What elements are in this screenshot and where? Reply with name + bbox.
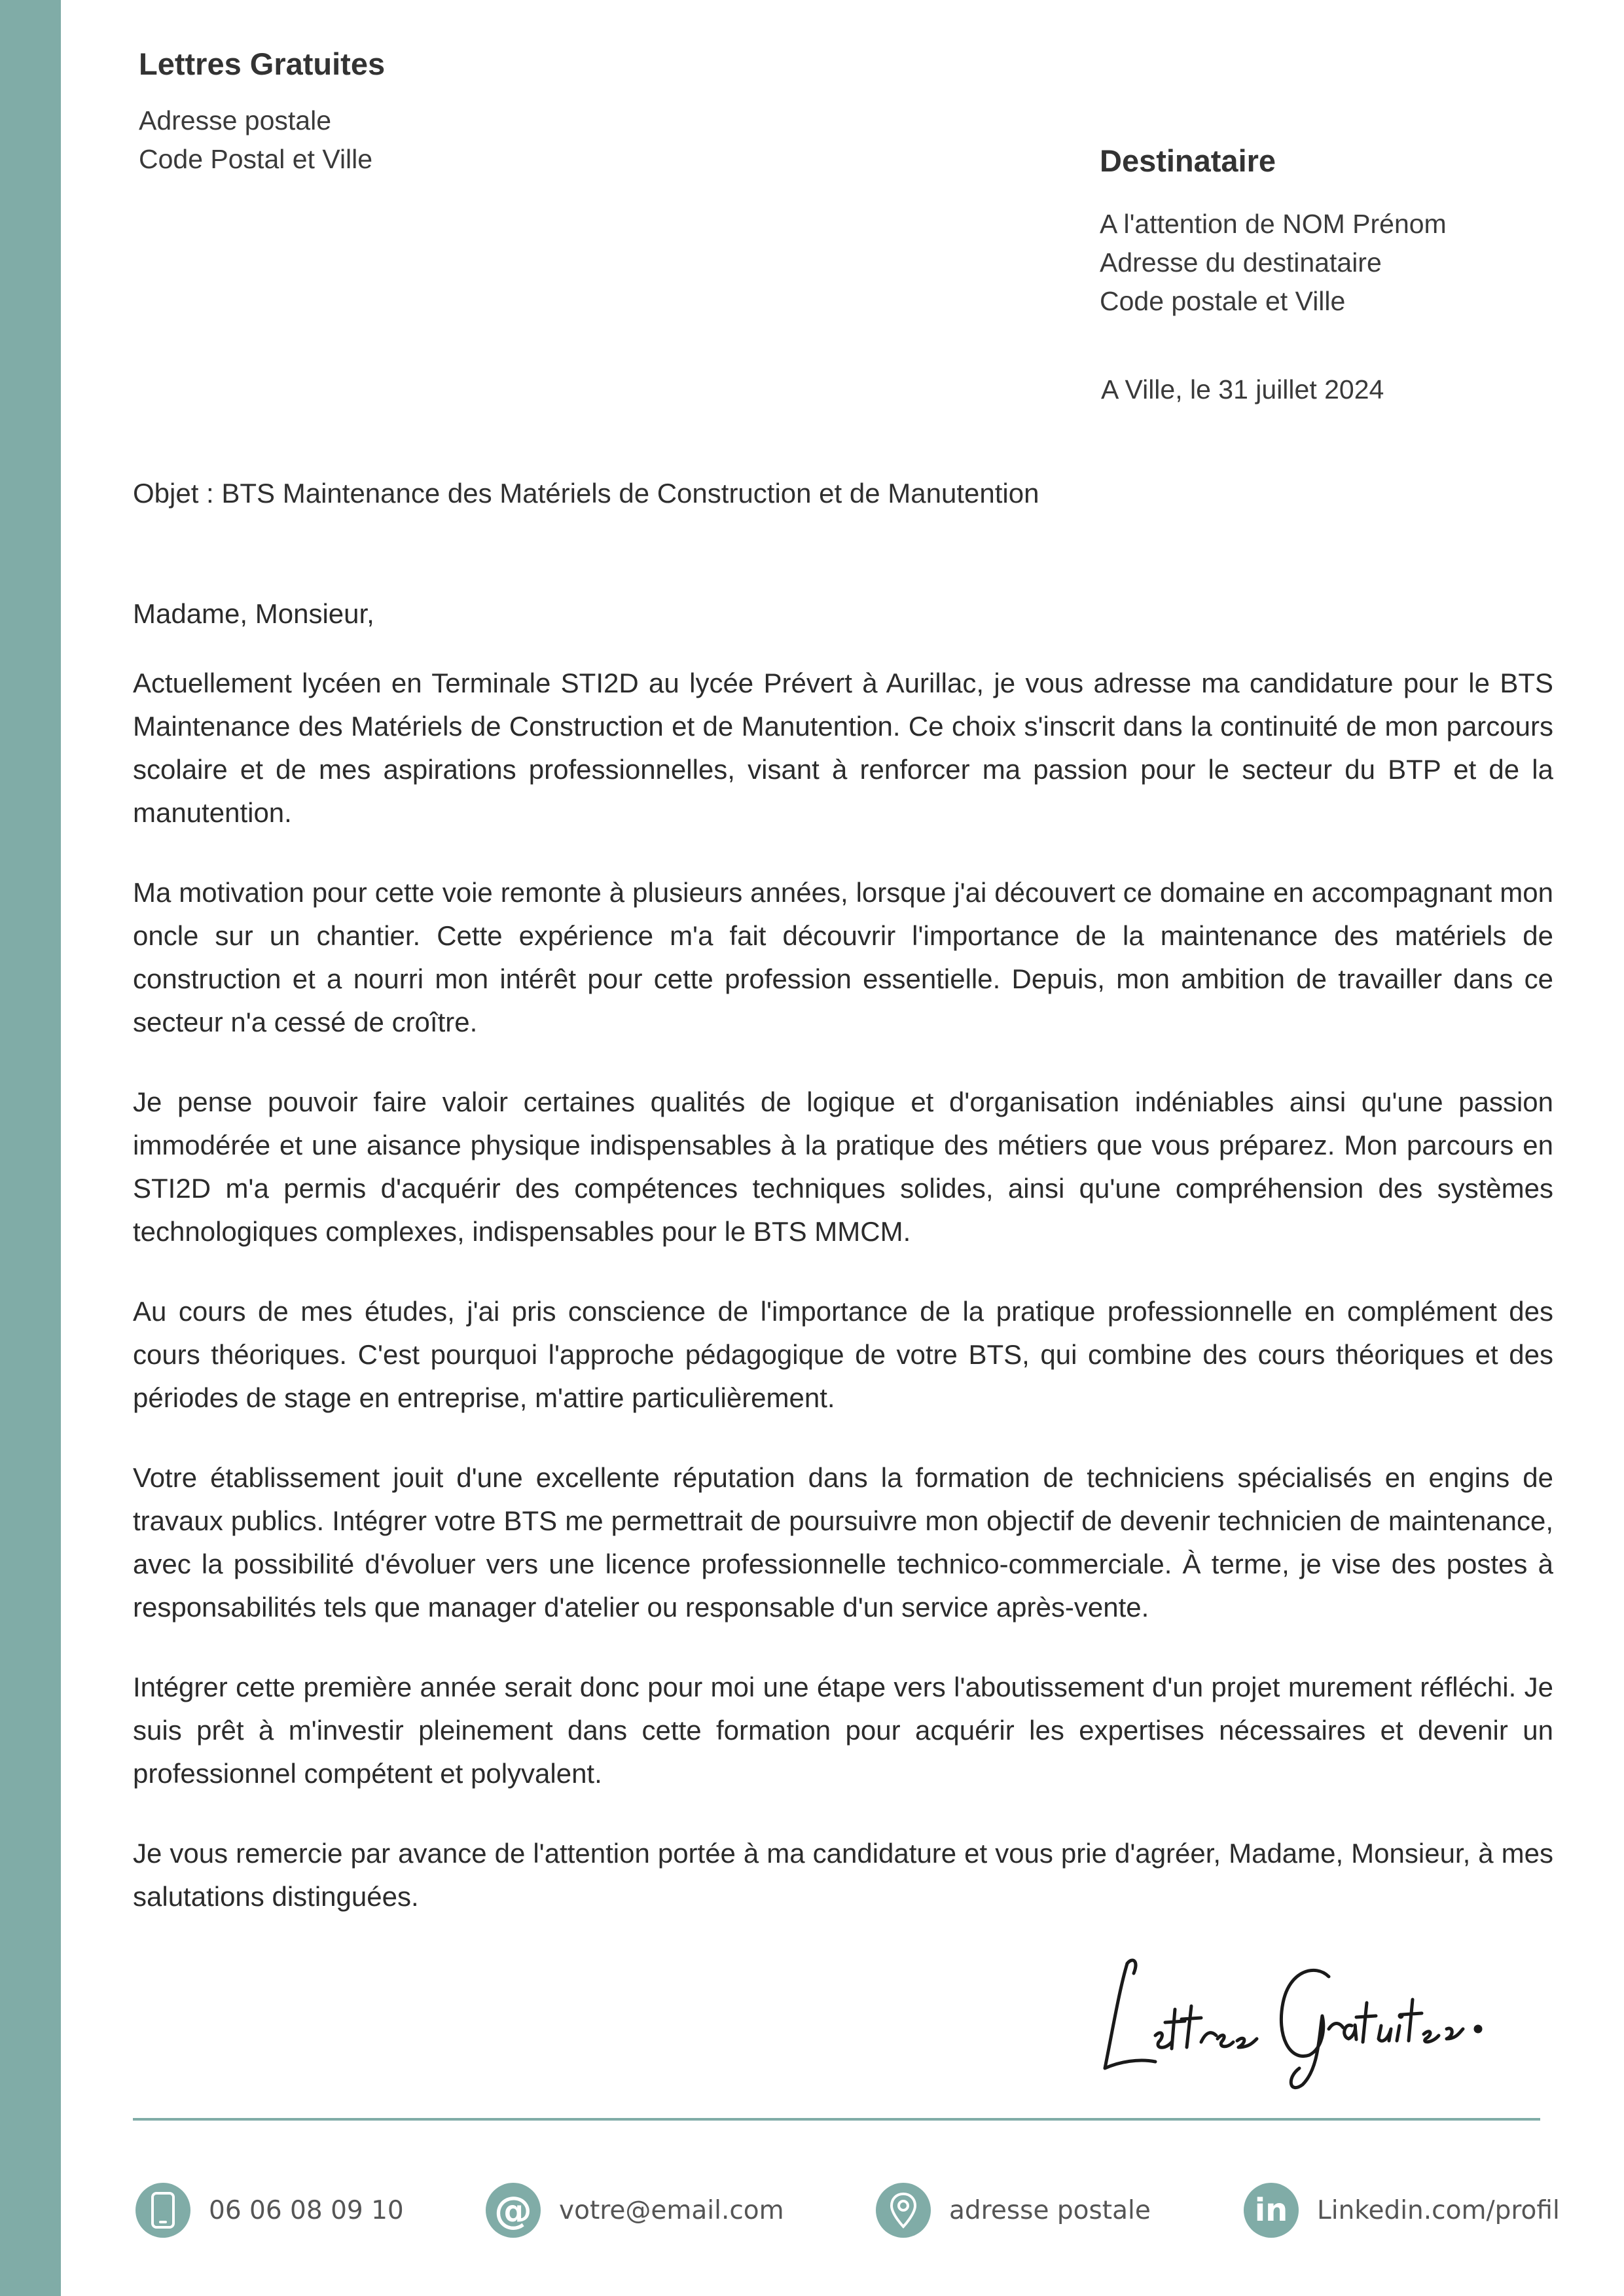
recipient-block (1100, 143, 1447, 321)
footer-divider (133, 2118, 1540, 2121)
email-text: votre@email.com (559, 2195, 784, 2225)
phone-icon (135, 2183, 190, 2238)
address-text: adresse postale (949, 2195, 1151, 2225)
sender-block (139, 46, 385, 179)
location-pin-icon (876, 2183, 931, 2238)
recipient-city-line: Code postale et Ville (1100, 286, 1346, 316)
letter-body (133, 592, 1553, 1955)
recipient-address-line: Adresse du destinataire (1100, 247, 1382, 278)
sender-address-line: Adresse postale (139, 105, 332, 135)
contact-email[interactable] (486, 2183, 784, 2238)
letter-object: Objet : BTS Maintenance des Matériels de Construction et de Manutention (133, 478, 1039, 509)
salutation: Madame, Monsieur, (133, 598, 374, 629)
contact-address[interactable] (876, 2183, 1151, 2238)
accent-sidebar (0, 0, 61, 2296)
phone-text: 06 06 08 09 10 (209, 2195, 404, 2225)
paragraph-7: Je vous remercie par avance de l'attention portée à ma candidature et vous prie d'agréer, Madame, Monsieur, à mes salutations distinguées. (133, 1838, 1553, 1912)
contact-linkedin[interactable] (1244, 2183, 1560, 2238)
letter-date: A Ville, le 31 juillet 2024 (1101, 374, 1384, 404)
recipient-heading: Destinataire (1100, 143, 1276, 178)
linkedin-text: Linkedin.com/profil (1317, 2195, 1560, 2225)
signature (1093, 1929, 1486, 2088)
paragraph-4: Au cours de mes études, j'ai pris conscience de l'importance de la pratique professionnelle en complément des cours théoriques. C'est pourquoi l'approche pédagogique de votre BTS, qui combine des cours théoriques et des périodes de stage en entreprise, m'attire particulièrement. (133, 1296, 1553, 1413)
at-icon: @ (486, 2183, 541, 2238)
linkedin-icon: in (1244, 2183, 1299, 2238)
paragraph-6: Intégrer cette première année serait donc pour moi une étape vers l'aboutissement d'un projet murement réfléchi. Je suis prêt à m'investir pleinement dans cette formation pour acquérir les expertises nécessaires et devenir un professionnel compétent et polyvalent. (133, 1672, 1553, 1789)
recipient-attention-line: A l'attention de NOM Prénom (1100, 209, 1447, 239)
signature-text: Lettres Gratuites. (1093, 1929, 1174, 1940)
paragraph-2: Ma motivation pour cette voie remonte à plusieurs années, lorsque j'ai découvert ce domaine en accompagnant mon oncle sur un chantier. Cette expérience m'a fait découvrir l'importance de la maintenance des matériels de construction et a nourri mon intérêt pour cette profession essentielle. Depuis, mon ambition de travailler dans ce secteur n'a cessé de croître. (133, 877, 1553, 1037)
contact-phone[interactable] (135, 2183, 404, 2238)
paragraph-5: Votre établissement jouit d'une excellente réputation dans la formation de techniciens spécialisés en engins de travaux publics. Intégrer votre BTS me permettrait de poursuivre mon objectif de devenir technicien de maintenance, avec la possibilité d'évoluer vers une licence professionnelle technico-commerciale. À terme, je vise des postes à responsabilités tels que manager d'atelier ou responsable d'un service après-vente. (133, 1462, 1553, 1623)
sender-name: Lettres Gratuites (139, 46, 386, 81)
paragraph-1: Actuellement lycéen en Terminale STI2D au lycée Prévert à Aurillac, je vous adresse ma candidature pour le BTS Maintenance des Matériels de Construction et de Manutention. Ce choix s'inscrit dans la continuité de mon parcours scolaire et de mes aspirations professionnelles, visant à renforcer ma passion pour le secteur du BTP et de la manutention. (133, 668, 1553, 828)
paragraph-3: Je pense pouvoir faire valoir certaines qualités de logique et d'organisation indéniables ainsi qu'une passion immodérée et une aisance physique indispensables à la pratique des métiers que vous préparez. Mon parcours en STI2D m'a permis d'acquérir des compétences techniques solides, ainsi qu'une compréhension des systèmes technologiques complexes, indispensables pour le BTS MMCM. (133, 1086, 1553, 1247)
sender-city-line: Code Postal et Ville (139, 144, 373, 174)
